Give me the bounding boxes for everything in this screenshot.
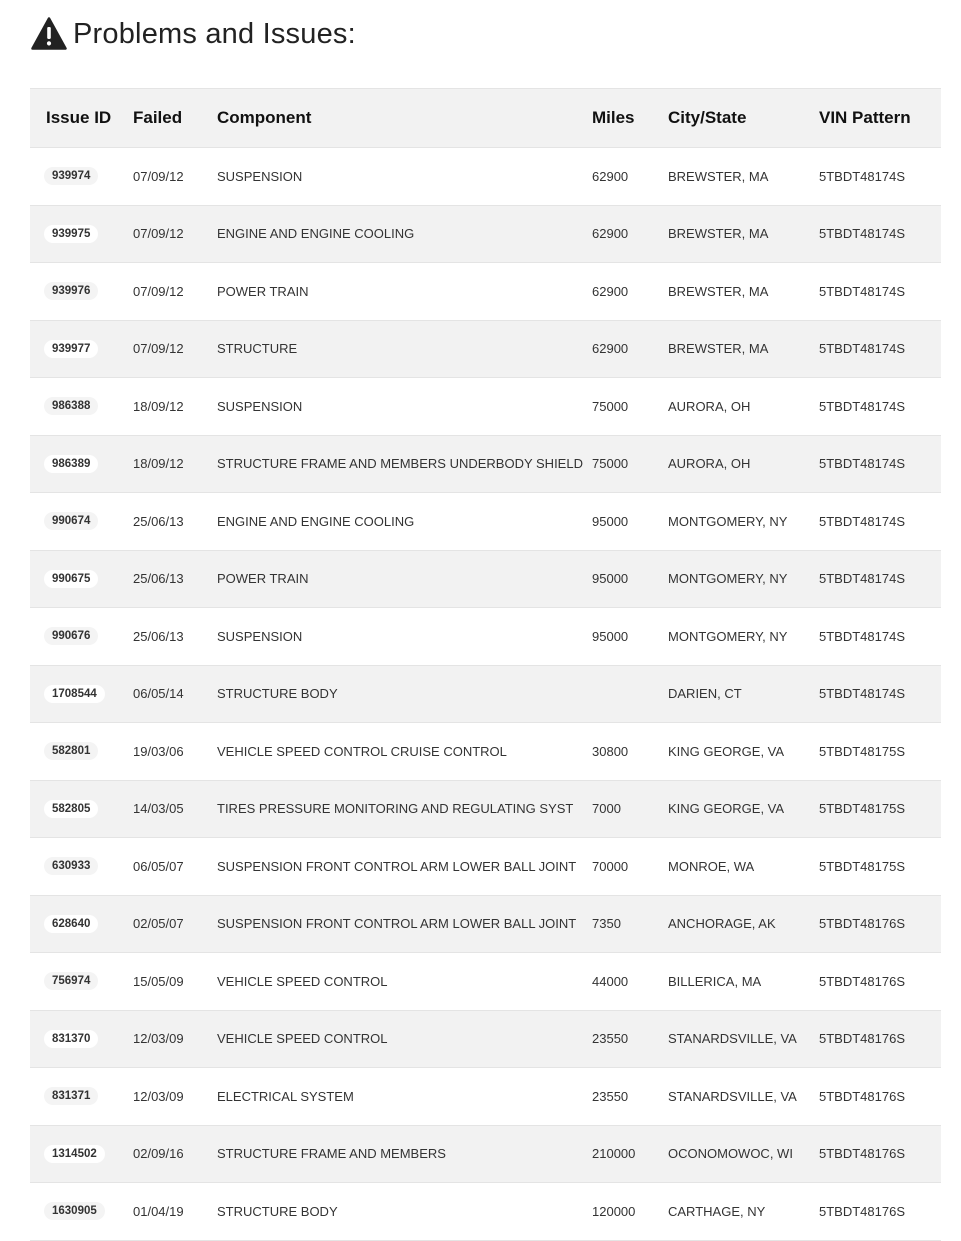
city-state-cell: MONROE, WA: [668, 858, 755, 874]
city-state-cell: BREWSTER, MA: [668, 283, 769, 299]
issue-id-cell: [30, 685, 133, 703]
miles-cell: 75000: [592, 456, 629, 472]
table-row: [30, 148, 941, 206]
miles-cell: 62900: [592, 226, 629, 242]
issue-id-badge: 582805: [44, 800, 98, 818]
failed-date-cell: 07/09/12: [133, 168, 184, 184]
failed-date-cell: 12/03/09: [133, 1088, 184, 1104]
column-header-miles: Miles: [592, 108, 635, 127]
table-row: [30, 206, 941, 264]
miles-cell: 7000: [592, 801, 621, 817]
miles-cell: 62900: [592, 168, 629, 184]
miles-cell: 95000: [592, 571, 629, 587]
vin-pattern-cell: 5TBDT48176S: [819, 1031, 905, 1047]
issue-id-cell: [30, 570, 133, 588]
city-state-cell: BREWSTER, MA: [668, 168, 769, 184]
table-row: [30, 1126, 941, 1184]
issue-id-cell: [30, 1030, 133, 1048]
failed-date-cell: 01/04/19: [133, 1203, 184, 1219]
failed-date-cell: 25/06/13: [133, 628, 184, 644]
issue-id-badge: 939977: [44, 340, 98, 358]
city-state-cell: KING GEORGE, VA: [668, 743, 785, 759]
vin-pattern-cell: 5TBDT48176S: [819, 973, 905, 989]
city-state-cell: STANARDSVILLE, VA: [668, 1031, 797, 1047]
component-cell: STRUCTURE BODY: [217, 686, 338, 702]
issue-id-cell: [30, 455, 133, 473]
page-title: Problems and Issues:: [73, 17, 356, 50]
column-header-component: Component: [217, 108, 312, 127]
city-state-cell: ANCHORAGE, AK: [668, 916, 776, 932]
component-cell: SUSPENSION: [217, 628, 303, 644]
component-cell: STRUCTURE: [217, 341, 298, 357]
miles-cell: 120000: [592, 1203, 636, 1219]
table-row: [30, 263, 941, 321]
section-heading: [31, 14, 356, 54]
table-row: [30, 608, 941, 666]
table-row: [30, 723, 941, 781]
component-cell: STRUCTURE FRAME AND MEMBERS UNDERBODY SHIELD: [217, 456, 583, 472]
table-header: [30, 88, 941, 148]
table-row: [30, 493, 941, 551]
vin-pattern-cell: 5TBDT48176S: [819, 916, 905, 932]
column-header-vin-pattern: VIN Pattern: [819, 108, 911, 127]
failed-date-cell: 18/09/12: [133, 398, 184, 414]
table-row: [30, 781, 941, 839]
failed-date-cell: 02/05/07: [133, 916, 184, 932]
component-cell: SUSPENSION FRONT CONTROL ARM LOWER BALL JOINT: [217, 916, 577, 932]
city-state-cell: BREWSTER, MA: [668, 226, 769, 242]
vin-pattern-cell: 5TBDT48174S: [819, 341, 905, 357]
vin-pattern-cell: 5TBDT48174S: [819, 398, 905, 414]
city-state-cell: AURORA, OH: [668, 456, 751, 472]
failed-date-cell: 12/03/09: [133, 1031, 184, 1047]
component-cell: SUSPENSION: [217, 398, 303, 414]
vin-pattern-cell: 5TBDT48174S: [819, 686, 905, 702]
issue-id-badge: 939974: [44, 167, 98, 185]
vin-pattern-cell: 5TBDT48174S: [819, 168, 905, 184]
miles-cell: 62900: [592, 341, 629, 357]
component-cell: STRUCTURE BODY: [217, 1203, 338, 1219]
issue-id-badge: 1630905: [44, 1202, 105, 1220]
table-row: [30, 321, 941, 379]
issue-id-badge: 990674: [44, 512, 98, 530]
miles-cell: 70000: [592, 858, 629, 874]
failed-date-cell: 07/09/12: [133, 283, 184, 299]
warning-triangle-icon: [31, 16, 67, 52]
city-state-cell: CARTHAGE, NY: [668, 1203, 766, 1219]
table-row: [30, 838, 941, 896]
issue-id-badge: 831371: [44, 1087, 98, 1105]
city-state-cell: BILLERICA, MA: [668, 973, 762, 989]
component-cell: ELECTRICAL SYSTEM: [217, 1088, 354, 1104]
vin-pattern-cell: 5TBDT48176S: [819, 1203, 905, 1219]
failed-date-cell: 25/06/13: [133, 513, 184, 529]
issue-id-badge: 986388: [44, 397, 98, 415]
city-state-cell: STANARDSVILLE, VA: [668, 1088, 797, 1104]
table-row: [30, 1068, 941, 1126]
issue-id-badge: 1314502: [44, 1145, 105, 1163]
city-state-cell: MONTGOMERY, NY: [668, 513, 788, 529]
issue-id-badge: 990676: [44, 627, 98, 645]
miles-cell: 95000: [592, 628, 629, 644]
component-cell: VEHICLE SPEED CONTROL CRUISE CONTROL: [217, 743, 507, 759]
component-cell: VEHICLE SPEED CONTROL: [217, 1031, 388, 1047]
column-header-issue-id: Issue ID: [46, 108, 112, 127]
issue-id-cell: [30, 1202, 133, 1220]
table-row: [30, 896, 941, 954]
failed-date-cell: 02/09/16: [133, 1146, 184, 1162]
vin-pattern-cell: 5TBDT48174S: [819, 456, 905, 472]
issue-id-cell: [30, 340, 133, 358]
issue-id-badge: 939975: [44, 225, 98, 243]
component-cell: ENGINE AND ENGINE COOLING: [217, 513, 415, 529]
table-row: [30, 551, 941, 609]
failed-date-cell: 19/03/06: [133, 743, 184, 759]
table-body: [30, 148, 941, 1241]
issue-id-badge: 986389: [44, 455, 98, 473]
issue-id-badge: 1708544: [44, 685, 105, 703]
issues-table: [30, 88, 941, 1241]
city-state-cell: MONTGOMERY, NY: [668, 571, 788, 587]
issue-id-badge: 831370: [44, 1030, 98, 1048]
issue-id-badge: 939976: [44, 282, 98, 300]
issue-id-cell: [30, 512, 133, 530]
vin-pattern-cell: 5TBDT48175S: [819, 801, 905, 817]
miles-cell: 210000: [592, 1146, 636, 1162]
issue-id-cell: [30, 800, 133, 818]
issue-id-cell: [30, 857, 133, 875]
city-state-cell: MONTGOMERY, NY: [668, 628, 788, 644]
issue-id-cell: [30, 915, 133, 933]
failed-date-cell: 06/05/07: [133, 858, 184, 874]
issue-id-cell: [30, 1087, 133, 1105]
vin-pattern-cell: 5TBDT48174S: [819, 513, 905, 529]
miles-cell: 23550: [592, 1088, 629, 1104]
vin-pattern-cell: 5TBDT48174S: [819, 571, 905, 587]
column-header-city-state: City/State: [668, 108, 747, 127]
component-cell: POWER TRAIN: [217, 571, 309, 587]
table-row: [30, 436, 941, 494]
component-cell: SUSPENSION FRONT CONTROL ARM LOWER BALL JOINT: [217, 858, 577, 874]
component-cell: TIRES PRESSURE MONITORING AND REGULATING SYST: [217, 801, 574, 817]
component-cell: POWER TRAIN: [217, 283, 309, 299]
miles-cell: 30800: [592, 743, 629, 759]
component-cell: ENGINE AND ENGINE COOLING: [217, 226, 415, 242]
issue-id-cell: [30, 282, 133, 300]
vin-pattern-cell: 5TBDT48174S: [819, 226, 905, 242]
issue-id-cell: [30, 627, 133, 645]
table-row: [30, 378, 941, 436]
city-state-cell: DARIEN, CT: [668, 686, 742, 702]
miles-cell: 44000: [592, 973, 629, 989]
vin-pattern-cell: 5TBDT48176S: [819, 1146, 905, 1162]
miles-cell: 75000: [592, 398, 629, 414]
vin-pattern-cell: 5TBDT48175S: [819, 858, 905, 874]
issue-id-cell: [30, 397, 133, 415]
issue-id-cell: [30, 225, 133, 243]
failed-date-cell: 07/09/12: [133, 226, 184, 242]
column-header-failed: Failed: [133, 108, 183, 127]
component-cell: STRUCTURE FRAME AND MEMBERS: [217, 1146, 446, 1162]
issue-id-badge: 582801: [44, 742, 98, 760]
issue-id-cell: [30, 742, 133, 760]
failed-date-cell: 06/05/14: [133, 686, 184, 702]
miles-cell: 95000: [592, 513, 629, 529]
issue-id-cell: [30, 167, 133, 185]
issue-id-badge: 628640: [44, 915, 98, 933]
issue-id-badge: 990675: [44, 570, 98, 588]
failed-date-cell: 14/03/05: [133, 801, 184, 817]
vin-pattern-cell: 5TBDT48176S: [819, 1088, 905, 1104]
table-row: [30, 953, 941, 1011]
table-row: [30, 1183, 941, 1241]
table-row: [30, 1011, 941, 1069]
failed-date-cell: 18/09/12: [133, 456, 184, 472]
component-cell: SUSPENSION: [217, 168, 303, 184]
city-state-cell: AURORA, OH: [668, 398, 751, 414]
vin-pattern-cell: 5TBDT48174S: [819, 283, 905, 299]
miles-cell: 23550: [592, 1031, 629, 1047]
failed-date-cell: 15/05/09: [133, 973, 184, 989]
miles-cell: 62900: [592, 283, 629, 299]
failed-date-cell: 07/09/12: [133, 341, 184, 357]
vin-pattern-cell: 5TBDT48175S: [819, 743, 905, 759]
component-cell: VEHICLE SPEED CONTROL: [217, 973, 388, 989]
city-state-cell: OCONOMOWOC, WI: [668, 1146, 793, 1162]
miles-cell: 7350: [592, 916, 621, 932]
issue-id-cell: [30, 1145, 133, 1163]
city-state-cell: KING GEORGE, VA: [668, 801, 785, 817]
vin-pattern-cell: 5TBDT48174S: [819, 628, 905, 644]
table-row: [30, 666, 941, 724]
issue-id-badge: 630933: [44, 857, 98, 875]
issue-id-badge: 756974: [44, 972, 98, 990]
failed-date-cell: 25/06/13: [133, 571, 184, 587]
issue-id-cell: [30, 972, 133, 990]
city-state-cell: BREWSTER, MA: [668, 341, 769, 357]
